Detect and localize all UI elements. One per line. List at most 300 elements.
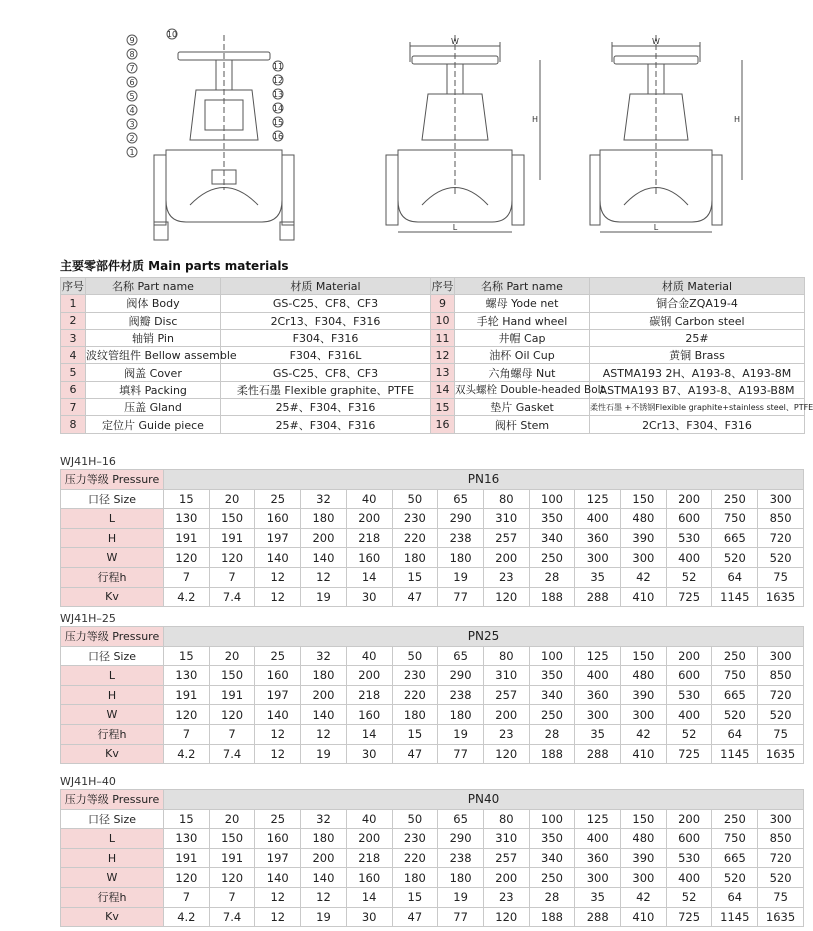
valve-outline-drawing-2: [590, 35, 742, 232]
spec-value-cell: 410: [621, 907, 667, 927]
spec-value-cell: 600: [666, 666, 712, 686]
part-number-cell: 15: [431, 399, 455, 416]
spec-value-cell: 19: [438, 887, 484, 907]
callout-number: 6: [129, 78, 135, 87]
size-cell: 80: [483, 646, 529, 666]
parts-row: [61, 329, 805, 346]
spec-value-cell: 7: [209, 567, 255, 587]
callout-number: 16: [272, 132, 284, 141]
spec-value-cell: 850: [758, 666, 804, 686]
spec-value-cell: 238: [438, 528, 484, 548]
spec-value-cell: 52: [666, 724, 712, 744]
part-name-cell: 压盖 Gland: [86, 399, 221, 416]
valve-drawings: [0, 0, 806, 250]
part-name-cell: 阀杆 Stem: [455, 416, 590, 433]
part-material-cell: 2Cr13、F304、F316: [221, 312, 431, 329]
pressure-row: [61, 470, 804, 490]
spec-value-cell: 140: [255, 868, 301, 888]
part-material-cell: F304、F316L: [221, 347, 431, 364]
spec-value-cell: 160: [346, 868, 392, 888]
spec-value-cell: 218: [346, 528, 392, 548]
spec-row-label: H: [61, 848, 164, 868]
spec-value-cell: 120: [164, 548, 210, 568]
spec-value-cell: 150: [209, 829, 255, 849]
parts-header-cell: 序号: [431, 278, 455, 295]
spec-value-cell: 230: [392, 829, 438, 849]
part-material-cell: 25#、F304、F316: [221, 399, 431, 416]
spec-value-cell: 15: [392, 567, 438, 587]
size-cell: 100: [529, 809, 575, 829]
spec-value-cell: 400: [666, 705, 712, 725]
part-number-cell: 5: [61, 364, 86, 381]
spec-row-label: H: [61, 528, 164, 548]
size-cell: 80: [483, 809, 529, 829]
spec-value-cell: 200: [301, 685, 347, 705]
dim-h-label-2: H: [733, 115, 741, 124]
part-material-cell: GS-C25、CF8、CF3: [221, 364, 431, 381]
part-material-cell: 黄铜 Brass: [590, 347, 805, 364]
spec-value-cell: 288: [575, 587, 621, 607]
size-cell: 100: [529, 489, 575, 509]
spec-value-cell: 35: [575, 887, 621, 907]
spec-value-cell: 7.4: [209, 744, 255, 764]
spec-value-cell: 14: [346, 724, 392, 744]
spec-value-cell: 180: [301, 666, 347, 686]
part-material-cell: 柔性石墨 +不锈钢Flexible graphite+stainless steel、PTFE: [590, 399, 805, 416]
spec-value-cell: 480: [621, 509, 667, 529]
part-number-cell: 10: [431, 312, 455, 329]
spec-value-cell: 12: [255, 724, 301, 744]
spec-value-cell: 7.4: [209, 587, 255, 607]
spec-value-cell: 188: [529, 907, 575, 927]
parts-table: [60, 277, 813, 434]
spec-value-cell: 220: [392, 528, 438, 548]
model-label: WJ41H–40: [60, 775, 116, 788]
spec-value-cell: 250: [529, 705, 575, 725]
spec-value-cell: 180: [392, 705, 438, 725]
spec-value-cell: 340: [529, 685, 575, 705]
dim-l-label-2: L: [653, 223, 659, 232]
callout-number: 5: [129, 92, 135, 101]
spec-value-cell: 300: [621, 548, 667, 568]
spec-value-cell: 197: [255, 848, 301, 868]
parts-row: [61, 399, 805, 416]
spec-row-label: H: [61, 685, 164, 705]
size-cell: 300: [758, 809, 804, 829]
part-material-cell: 25#: [590, 329, 805, 346]
spec-value-cell: 42: [621, 887, 667, 907]
spec-value-cell: 200: [346, 509, 392, 529]
spec-value-cell: 310: [483, 666, 529, 686]
spec-value-cell: 520: [712, 705, 758, 725]
part-name-cell: 波纹管组件 Bellow assemble: [86, 347, 221, 364]
spec-value-cell: 725: [666, 907, 712, 927]
spec-row-label: L: [61, 666, 164, 686]
size-cell: 15: [164, 646, 210, 666]
size-cell: 15: [164, 809, 210, 829]
spec-value-cell: 12: [255, 887, 301, 907]
pressure-value: PN40: [164, 790, 804, 810]
part-name-cell: 井帽 Cap: [455, 329, 590, 346]
spec-value-cell: 75: [758, 887, 804, 907]
part-name-cell: 垫片 Gasket: [455, 399, 590, 416]
size-cell: 150: [621, 489, 667, 509]
spec-value-cell: 530: [666, 848, 712, 868]
size-cell: 40: [346, 646, 392, 666]
spec-value-cell: 12: [255, 587, 301, 607]
spec-value-cell: 160: [346, 705, 392, 725]
size-cell: 25: [255, 489, 301, 509]
spec-value-cell: 390: [621, 848, 667, 868]
spec-value-cell: 47: [392, 907, 438, 927]
spec-row: [61, 868, 804, 888]
size-cell: 15: [164, 489, 210, 509]
spec-value-cell: 19: [438, 567, 484, 587]
spec-value-cell: 14: [346, 887, 392, 907]
spec-value-cell: 750: [712, 829, 758, 849]
size-cell: 40: [346, 809, 392, 829]
spec-value-cell: 197: [255, 528, 301, 548]
part-material-cell: 碳钢 Carbon steel: [590, 312, 805, 329]
spec-value-cell: 197: [255, 685, 301, 705]
spec-value-cell: 720: [758, 848, 804, 868]
spec-value-cell: 180: [392, 868, 438, 888]
spec-value-cell: 4.2: [164, 744, 210, 764]
spec-value-cell: 288: [575, 907, 621, 927]
spec-value-cell: 360: [575, 685, 621, 705]
spec-value-cell: 665: [712, 848, 758, 868]
spec-row: [61, 848, 804, 868]
spec-value-cell: 120: [483, 744, 529, 764]
spec-value-cell: 19: [301, 587, 347, 607]
parts-header-cell: 名称 Part name: [455, 278, 590, 295]
spec-value-cell: 340: [529, 848, 575, 868]
callout-number: 14: [272, 104, 284, 113]
spec-value-cell: 75: [758, 724, 804, 744]
size-cell: 125: [575, 489, 621, 509]
spec-value-cell: 390: [621, 685, 667, 705]
spec-value-cell: 200: [483, 705, 529, 725]
spec-value-cell: 350: [529, 666, 575, 686]
parts-header-row: [61, 278, 805, 295]
spec-value-cell: 200: [301, 528, 347, 548]
spec-value-cell: 200: [346, 666, 392, 686]
spec-value-cell: 130: [164, 509, 210, 529]
size-cell: 65: [438, 646, 484, 666]
spec-value-cell: 530: [666, 528, 712, 548]
spec-value-cell: 300: [621, 705, 667, 725]
spec-value-cell: 257: [483, 528, 529, 548]
spec-value-cell: 77: [438, 587, 484, 607]
spec-value-cell: 480: [621, 666, 667, 686]
spec-value-cell: 160: [255, 509, 301, 529]
size-cell: 32: [301, 809, 347, 829]
size-cell: 25: [255, 646, 301, 666]
spec-value-cell: 64: [712, 567, 758, 587]
spec-value-cell: 180: [438, 548, 484, 568]
parts-header-cell: 名称 Part name: [86, 278, 221, 295]
spec-value-cell: 12: [301, 567, 347, 587]
pressure-label: 压力等级 Pressure: [61, 627, 164, 647]
spec-value-cell: 360: [575, 848, 621, 868]
spec-value-cell: 310: [483, 509, 529, 529]
spec-row: [61, 509, 804, 529]
callout-number: 8: [129, 50, 135, 59]
spec-value-cell: 7.4: [209, 907, 255, 927]
valve-outline-drawing-1: [386, 35, 540, 232]
parts-row: [61, 364, 805, 381]
size-cell: 125: [575, 646, 621, 666]
spec-value-cell: 19: [301, 744, 347, 764]
part-name-cell: 轴销 Pin: [86, 329, 221, 346]
spec-value-cell: 200: [346, 829, 392, 849]
spec-value-cell: 520: [758, 705, 804, 725]
spec-value-cell: 238: [438, 685, 484, 705]
spec-value-cell: 42: [621, 724, 667, 744]
spec-value-cell: 400: [666, 548, 712, 568]
spec-value-cell: 191: [209, 528, 255, 548]
part-name-cell: 手轮 Hand wheel: [455, 312, 590, 329]
spec-value-cell: 42: [621, 567, 667, 587]
spec-row: [61, 907, 804, 927]
spec-value-cell: 220: [392, 685, 438, 705]
spec-value-cell: 75: [758, 567, 804, 587]
spec-value-cell: 180: [438, 868, 484, 888]
size-cell: 125: [575, 809, 621, 829]
spec-row-label: 行程h: [61, 887, 164, 907]
model-label: WJ41H–16: [60, 455, 116, 468]
spec-value-cell: 530: [666, 685, 712, 705]
spec-value-cell: 52: [666, 567, 712, 587]
spec-value-cell: 130: [164, 666, 210, 686]
spec-value-cell: 12: [255, 744, 301, 764]
spec-value-cell: 23: [483, 567, 529, 587]
spec-value-cell: 188: [529, 587, 575, 607]
spec-value-cell: 288: [575, 744, 621, 764]
part-name-cell: 阀体 Body: [86, 295, 221, 312]
spec-value-cell: 720: [758, 685, 804, 705]
spec-value-cell: 120: [483, 587, 529, 607]
spec-value-cell: 12: [255, 567, 301, 587]
part-number-cell: 16: [431, 416, 455, 433]
spec-value-cell: 1635: [758, 587, 804, 607]
size-cell: 100: [529, 646, 575, 666]
parts-row: [61, 295, 805, 312]
callout-number: 1: [129, 148, 135, 157]
spec-value-cell: 750: [712, 509, 758, 529]
spec-value-cell: 15: [392, 887, 438, 907]
part-name-cell: 双头螺栓 Double-headed Bolt: [455, 381, 590, 398]
part-number-cell: 12: [431, 347, 455, 364]
spec-row-label: Kv: [61, 744, 164, 764]
spec-value-cell: 850: [758, 829, 804, 849]
spec-value-cell: 720: [758, 528, 804, 548]
pressure-value: PN25: [164, 627, 804, 647]
spec-value-cell: 1145: [712, 587, 758, 607]
callout-number: 10: [166, 30, 178, 39]
spec-value-cell: 47: [392, 744, 438, 764]
spec-value-cell: 180: [301, 509, 347, 529]
spec-value-cell: 600: [666, 509, 712, 529]
spec-value-cell: 230: [392, 666, 438, 686]
part-material-cell: 25#、F304、F316: [221, 416, 431, 433]
spec-row-label: 行程h: [61, 567, 164, 587]
size-row: [61, 489, 804, 509]
spec-value-cell: 7: [164, 887, 210, 907]
spec-row: [61, 587, 804, 607]
size-row: [61, 809, 804, 829]
spec-value-cell: 120: [209, 868, 255, 888]
spec-value-cell: 23: [483, 724, 529, 744]
spec-value-cell: 257: [483, 685, 529, 705]
size-cell: 150: [621, 809, 667, 829]
spec-value-cell: 257: [483, 848, 529, 868]
spec-value-cell: 480: [621, 829, 667, 849]
spec-value-cell: 725: [666, 744, 712, 764]
callout-number: 13: [272, 90, 284, 99]
spec-value-cell: 64: [712, 887, 758, 907]
spec-row-label: W: [61, 705, 164, 725]
spec-row-label: 行程h: [61, 724, 164, 744]
parts-title: 主要零部件材质 Main parts materials: [60, 259, 289, 273]
spec-value-cell: 1145: [712, 907, 758, 927]
size-cell: 65: [438, 809, 484, 829]
spec-value-cell: 600: [666, 829, 712, 849]
spec-value-cell: 520: [712, 548, 758, 568]
spec-value-cell: 200: [483, 548, 529, 568]
dim-w-label-2: W: [652, 37, 660, 46]
spec-value-cell: 400: [575, 666, 621, 686]
part-material-cell: GS-C25、CF8、CF3: [221, 295, 431, 312]
spec-value-cell: 19: [301, 907, 347, 927]
pressure-label: 压力等级 Pressure: [61, 790, 164, 810]
size-cell: 25: [255, 809, 301, 829]
spec-value-cell: 30: [346, 587, 392, 607]
spec-value-cell: 120: [209, 705, 255, 725]
size-cell: 50: [392, 809, 438, 829]
pressure-row: [61, 627, 804, 647]
spec-value-cell: 188: [529, 744, 575, 764]
spec-value-cell: 725: [666, 587, 712, 607]
spec-value-cell: 140: [255, 548, 301, 568]
spec-value-cell: 238: [438, 848, 484, 868]
spec-row: [61, 705, 804, 725]
spec-row: [61, 724, 804, 744]
spec-row: [61, 567, 804, 587]
spec-value-cell: 160: [346, 548, 392, 568]
spec-value-cell: 665: [712, 685, 758, 705]
spec-row: [61, 887, 804, 907]
spec-value-cell: 120: [164, 868, 210, 888]
size-cell: 300: [758, 646, 804, 666]
spec-row: [61, 685, 804, 705]
spec-value-cell: 14: [346, 567, 392, 587]
part-number-cell: 2: [61, 312, 86, 329]
spec-value-cell: 140: [255, 705, 301, 725]
spec-value-cell: 250: [529, 548, 575, 568]
spec-value-cell: 180: [301, 829, 347, 849]
spec-value-cell: 665: [712, 528, 758, 548]
callout-number: 12: [272, 76, 284, 85]
spec-row: [61, 744, 804, 764]
parts-row: [61, 416, 805, 433]
spec-value-cell: 300: [575, 868, 621, 888]
spec-value-cell: 250: [529, 868, 575, 888]
spec-value-cell: 19: [438, 724, 484, 744]
spec-value-cell: 7: [164, 567, 210, 587]
part-name-cell: 螺母 Yode net: [455, 295, 590, 312]
spec-value-cell: 28: [529, 567, 575, 587]
spec-value-cell: 180: [438, 705, 484, 725]
size-cell: 32: [301, 646, 347, 666]
spec-row: [61, 548, 804, 568]
callout-number: 7: [129, 64, 135, 73]
spec-value-cell: 200: [301, 848, 347, 868]
spec-value-cell: 140: [301, 705, 347, 725]
size-cell: 200: [666, 809, 712, 829]
spec-value-cell: 218: [346, 685, 392, 705]
model-label: WJ41H–25: [60, 612, 116, 625]
part-material-cell: ASTMA193 2H、A193-8、A193-8M: [590, 364, 805, 381]
spec-value-cell: 12: [301, 887, 347, 907]
spec-value-cell: 120: [483, 907, 529, 927]
spec-value-cell: 35: [575, 724, 621, 744]
spec-table: [60, 626, 804, 764]
spec-value-cell: 160: [255, 666, 301, 686]
part-name-cell: 六角螺母 Nut: [455, 364, 590, 381]
spec-value-cell: 30: [346, 907, 392, 927]
size-cell: 300: [758, 489, 804, 509]
part-number-cell: 3: [61, 329, 86, 346]
spec-value-cell: 220: [392, 848, 438, 868]
spec-value-cell: 23: [483, 887, 529, 907]
spec-value-cell: 300: [621, 868, 667, 888]
size-label: 口径 Size: [61, 489, 164, 509]
part-number-cell: 9: [431, 295, 455, 312]
part-material-cell: 2Cr13、F304、F316: [590, 416, 805, 433]
part-number-cell: 13: [431, 364, 455, 381]
size-cell: 200: [666, 646, 712, 666]
parts-row: [61, 347, 805, 364]
part-number-cell: 14: [431, 381, 455, 398]
parts-header-cell: 材质 Material: [221, 278, 431, 295]
parts-header-cell: 材质 Material: [590, 278, 805, 295]
part-number-cell: 1: [61, 295, 86, 312]
part-material-cell: ASTMA193 B7、A193-8、A193-B8M: [590, 381, 805, 398]
dim-l-label: L: [452, 223, 458, 232]
callout-number: 9: [129, 36, 135, 45]
spec-value-cell: 7: [209, 724, 255, 744]
callout-number: 15: [272, 118, 284, 127]
part-name-cell: 定位片 Guide piece: [86, 416, 221, 433]
spec-value-cell: 120: [164, 705, 210, 725]
spec-value-cell: 410: [621, 587, 667, 607]
part-number-cell: 11: [431, 329, 455, 346]
spec-value-cell: 150: [209, 509, 255, 529]
callout-number: 2: [129, 134, 135, 143]
parts-header-cell: 序号: [61, 278, 86, 295]
part-material-cell: 铜合金ZQA19-4: [590, 295, 805, 312]
spec-value-cell: 310: [483, 829, 529, 849]
dim-w-label: W: [451, 37, 459, 46]
spec-value-cell: 750: [712, 666, 758, 686]
part-material-cell: F304、F316: [221, 329, 431, 346]
spec-value-cell: 400: [666, 868, 712, 888]
size-cell: 32: [301, 489, 347, 509]
spec-value-cell: 30: [346, 744, 392, 764]
spec-value-cell: 12: [255, 907, 301, 927]
spec-value-cell: 77: [438, 907, 484, 927]
